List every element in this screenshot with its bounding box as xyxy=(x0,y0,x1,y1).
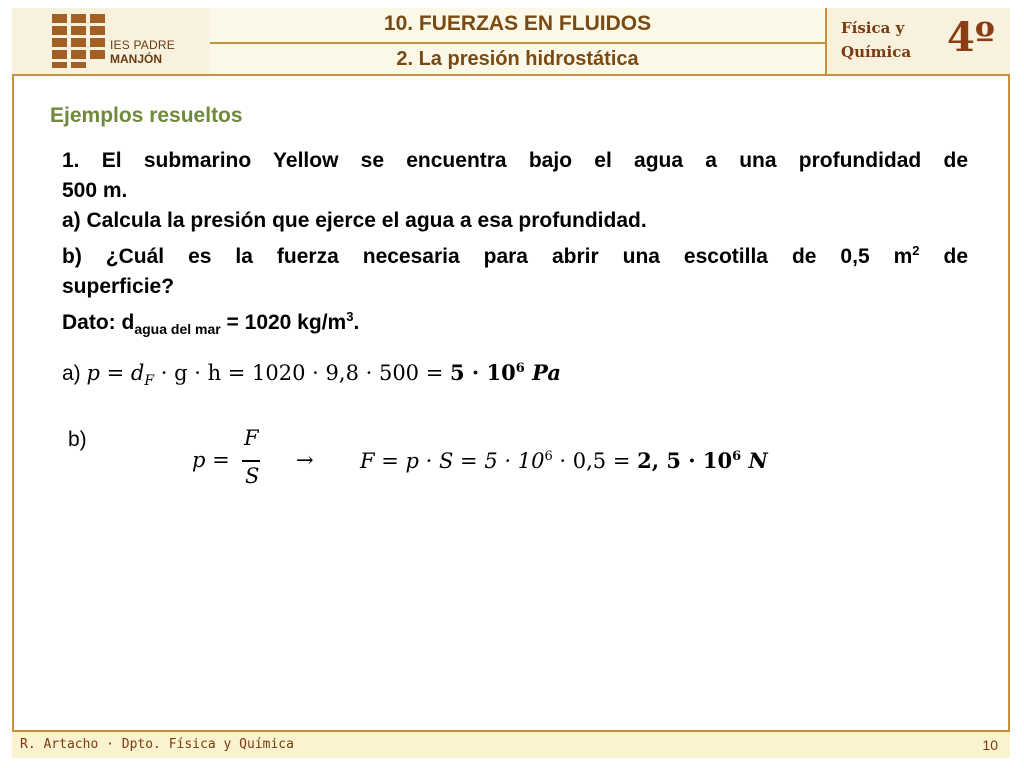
problem-line1: 1. El submarino Yellow se encuentra bajo el agua a una profundidad de xyxy=(62,149,968,172)
part-a-question: a) Calcula la presión que ejerce el agua a esa profundidad. xyxy=(62,209,647,232)
section-title: Ejemplos resueltos xyxy=(50,104,243,127)
title-block xyxy=(210,8,825,74)
school-logo xyxy=(12,8,212,74)
subject-block xyxy=(825,8,1010,74)
problem-line2: 500 m. xyxy=(62,179,128,202)
fraction-bar xyxy=(242,460,260,462)
problem-statement xyxy=(62,146,968,344)
school-name-line2: MANJÓN xyxy=(110,52,163,66)
page-number: 10 xyxy=(982,737,998,753)
solution-a xyxy=(62,360,561,389)
fraction-numerator: F xyxy=(244,426,259,450)
unit-title: 10. FUERZAS EN FLUIDOS xyxy=(210,8,825,44)
part-b-question: b) ¿Cuál es la fuerza necesaria para abrir una escotilla de 0,5 $m^2$ de xyxy=(62,243,968,268)
slide-footer xyxy=(12,730,1010,758)
given-data: Dato: $d_{agua del mar} = 1020$ $kg/m^3$. xyxy=(62,309,360,338)
school-name xyxy=(110,38,206,66)
header-divider xyxy=(12,74,1010,76)
solution-a-label: a) xyxy=(62,362,81,385)
solution-a-equation: $p = d_F \cdot g \cdot h = 1020 \cdot 9,8 \cdot 500 = 5 \cdot 10^6$ Pa xyxy=(86,360,561,390)
subject-name xyxy=(841,16,941,64)
slide-header xyxy=(12,8,1010,76)
school-name-line1: IES PADRE xyxy=(110,38,175,52)
lesson-title: 2. La presión hidrostática xyxy=(396,48,639,70)
solution-b-equation: $F = p \cdot S = 5 \cdot 10^6 \cdot 0,5 = 2$, $5 \cdot 10^6$ N xyxy=(360,448,768,473)
arrow-icon: → xyxy=(296,448,314,472)
course-level: 4º xyxy=(947,14,995,61)
fraction-lhs: p = xyxy=(192,448,230,472)
subject-line1: Física y xyxy=(841,19,905,37)
logo-grid-icon xyxy=(52,14,106,70)
footer-author: R. Artacho · Dpto. Física y Química xyxy=(20,737,294,752)
part-b-question-end: superficie? xyxy=(62,275,175,298)
subject-line2: Química xyxy=(841,43,912,61)
solution-b-label: b) xyxy=(68,428,87,451)
fraction-denominator: S xyxy=(245,464,260,488)
